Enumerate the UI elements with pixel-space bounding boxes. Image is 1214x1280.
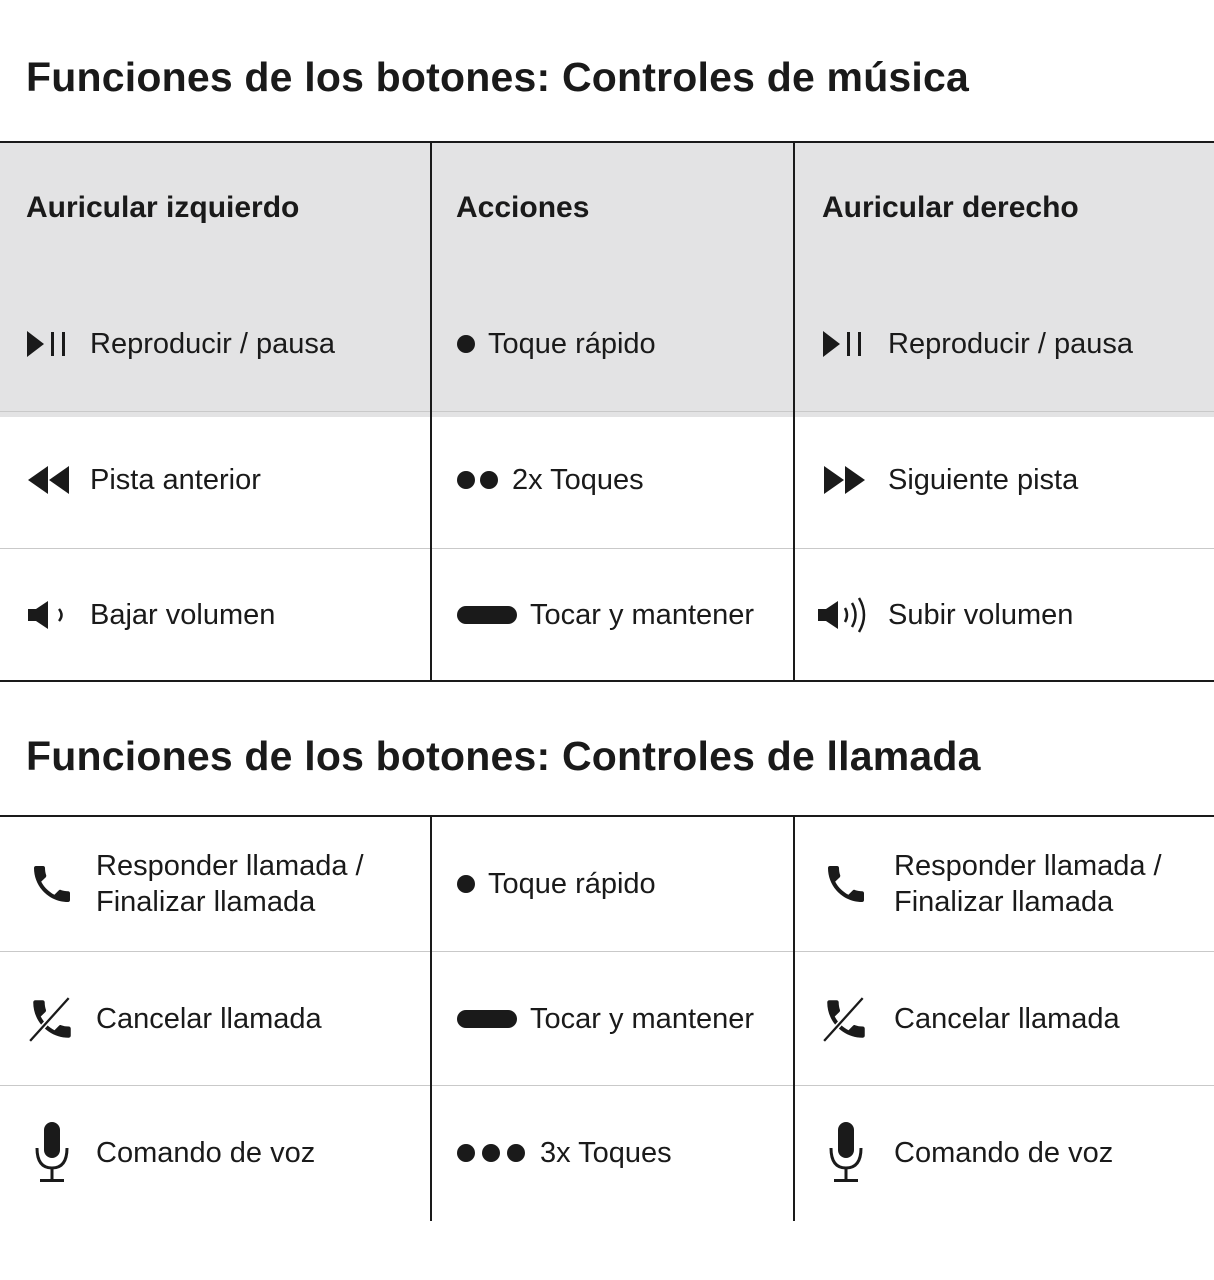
phone-cancel-icon	[26, 994, 78, 1044]
header-right-earbud: Auricular derecho	[822, 191, 1079, 224]
gesture-label: 2x Toques	[512, 464, 644, 496]
gesture-label: Toque rápido	[488, 327, 656, 360]
right-action-label: Subir volumen	[888, 598, 1074, 631]
single-dot-icon	[456, 334, 476, 354]
long-press-icon	[456, 1009, 518, 1029]
play-pause-icon	[26, 331, 72, 357]
long-press-icon	[456, 605, 518, 625]
column-divider	[430, 817, 432, 1221]
gesture-label: Tocar y mantener	[530, 598, 755, 631]
header-actions: Acciones	[456, 191, 590, 224]
right-action-label: Reproducir / pausa	[888, 327, 1134, 360]
table-row	[0, 1086, 1214, 1220]
header-left-earbud: Auricular izquierdo	[26, 191, 300, 224]
table-row	[0, 549, 1214, 680]
table-row	[0, 952, 1214, 1085]
table-bottom-border	[0, 680, 1214, 682]
left-action-label: Reproducir / pausa	[90, 327, 336, 360]
column-divider	[430, 143, 432, 680]
column-divider	[793, 817, 795, 1221]
right-action-label: Siguiente pista	[888, 464, 1079, 496]
right-action-label: Cancelar llamada	[894, 1002, 1120, 1035]
left-action-label: Cancelar llamada	[96, 1002, 322, 1035]
left-action-label: Bajar volumen	[90, 598, 276, 631]
single-dot-icon	[456, 874, 476, 894]
triple-dot-icon	[456, 1143, 528, 1163]
table-row	[0, 412, 1214, 548]
microphone-icon	[26, 1120, 78, 1186]
play-pause-icon	[822, 331, 868, 357]
gesture-label: Toque rápido	[488, 868, 656, 900]
call-controls-table	[0, 815, 1214, 1222]
volume-up-icon	[818, 595, 874, 635]
left-action-label: Responder llamada / Finalizar llamada	[96, 850, 364, 918]
microphone-icon	[820, 1120, 872, 1186]
left-action-label: Pista anterior	[90, 464, 261, 496]
music-controls-table	[0, 141, 1214, 682]
phone-icon	[26, 860, 78, 908]
table-row	[0, 276, 1214, 411]
calls-section-title: Funciones de los botones: Controles de llamada	[26, 733, 981, 779]
double-dot-icon	[456, 470, 500, 490]
gesture-label: Tocar y mantener	[530, 1002, 755, 1035]
gesture-label: 3x Toques	[540, 1137, 672, 1169]
fast-forward-icon	[822, 466, 868, 494]
column-divider	[793, 143, 795, 680]
table-row	[0, 817, 1214, 951]
rewind-icon	[26, 466, 72, 494]
left-action-label: Comando de voz	[96, 1137, 316, 1169]
volume-down-icon	[26, 599, 72, 631]
phone-cancel-icon	[820, 994, 872, 1044]
music-section-title: Funciones de los botones: Controles de música	[26, 54, 970, 100]
right-action-label: Comando de voz	[894, 1137, 1114, 1169]
phone-icon	[820, 860, 872, 908]
right-action-label: Responder llamada / Finalizar llamada	[894, 850, 1162, 918]
